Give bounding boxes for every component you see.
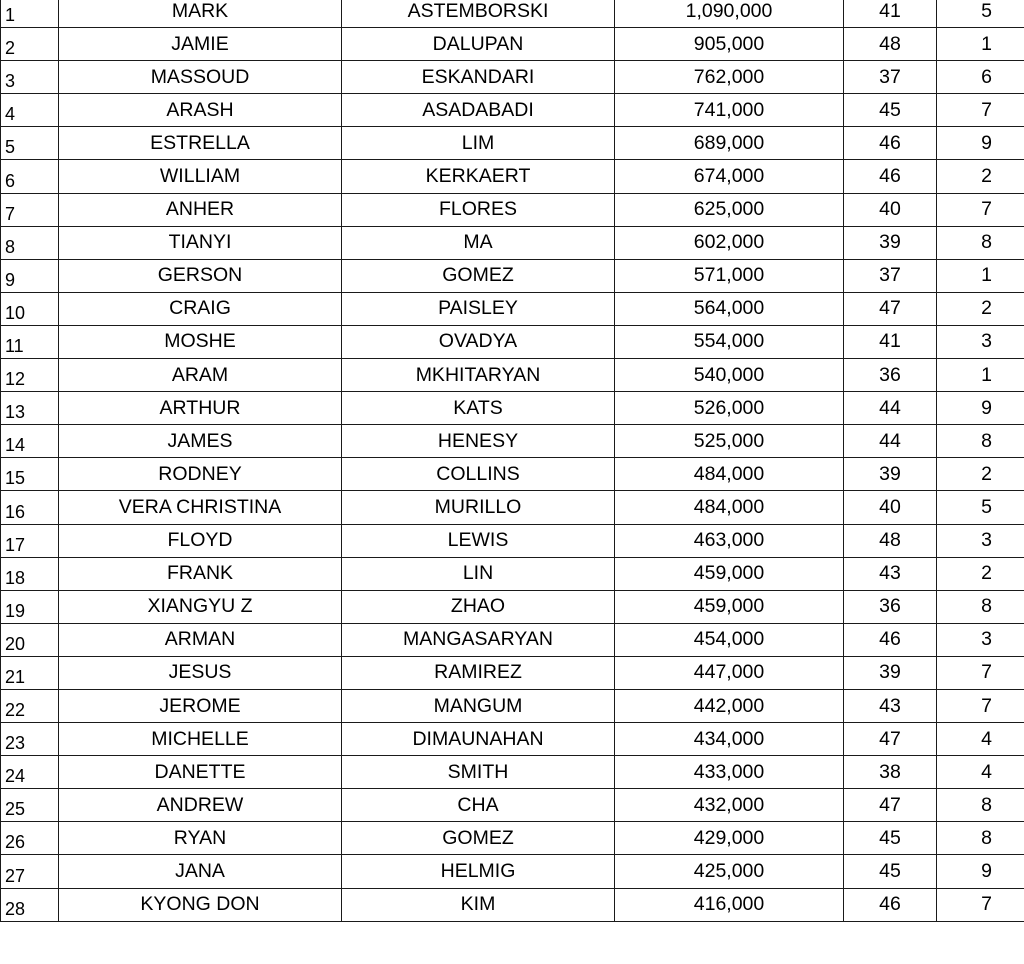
last-name-cell[interactable]: DALUPAN xyxy=(342,28,615,61)
code-cell[interactable]: 7 xyxy=(937,888,1024,921)
last-name-cell[interactable]: ZHAO xyxy=(342,590,615,623)
code-cell[interactable]: 2 xyxy=(937,458,1024,491)
last-name-cell[interactable]: MURILLO xyxy=(342,491,615,524)
amount-cell[interactable]: 459,000 xyxy=(615,590,844,623)
code-cell[interactable]: 9 xyxy=(937,392,1024,425)
age-cell[interactable]: 37 xyxy=(844,61,937,94)
code-cell[interactable]: 1 xyxy=(937,259,1024,292)
code-cell[interactable]: 8 xyxy=(937,789,1024,822)
table-row xyxy=(1,127,1024,160)
age-cell[interactable]: 37 xyxy=(844,259,937,292)
amount-cell[interactable]: 442,000 xyxy=(615,689,844,722)
code-cell[interactable]: 4 xyxy=(937,723,1024,756)
table-row xyxy=(1,28,1024,61)
age-cell[interactable]: 36 xyxy=(844,359,937,392)
age-cell[interactable]: 46 xyxy=(844,623,937,656)
last-name-cell[interactable]: KIM xyxy=(342,888,615,921)
amount-cell[interactable]: 454,000 xyxy=(615,623,844,656)
code-cell[interactable]: 9 xyxy=(937,127,1024,160)
table-row xyxy=(1,888,1024,921)
first-name-cell[interactable]: JEROME xyxy=(59,689,342,722)
first-name-cell[interactable]: MARK xyxy=(59,0,342,28)
last-name-cell[interactable]: CHA xyxy=(342,789,615,822)
amount-cell[interactable]: 525,000 xyxy=(615,425,844,458)
table-row xyxy=(1,425,1024,458)
amount-cell[interactable]: 564,000 xyxy=(615,292,844,325)
table-row xyxy=(1,94,1024,127)
code-cell[interactable]: 4 xyxy=(937,756,1024,789)
last-name-cell[interactable]: HENESY xyxy=(342,425,615,458)
first-name-cell[interactable]: ARAM xyxy=(59,359,342,392)
row-number[interactable]: 16 xyxy=(1,491,59,524)
first-name-cell[interactable]: ARTHUR xyxy=(59,392,342,425)
first-name-cell[interactable]: JAMIE xyxy=(59,28,342,61)
age-cell[interactable]: 43 xyxy=(844,557,937,590)
age-cell[interactable]: 45 xyxy=(844,94,937,127)
row-number[interactable]: 9 xyxy=(1,259,59,292)
table-row xyxy=(1,325,1024,358)
first-name-cell[interactable]: ARASH xyxy=(59,94,342,127)
age-cell[interactable]: 38 xyxy=(844,756,937,789)
first-name-cell[interactable]: CRAIG xyxy=(59,292,342,325)
first-name-cell[interactable]: ANHER xyxy=(59,193,342,226)
code-cell[interactable]: 9 xyxy=(937,855,1024,888)
row-number[interactable]: 13 xyxy=(1,392,59,425)
table-row xyxy=(1,656,1024,689)
age-cell[interactable]: 46 xyxy=(844,888,937,921)
table-row xyxy=(1,359,1024,392)
amount-cell[interactable]: 484,000 xyxy=(615,491,844,524)
amount-cell[interactable]: 689,000 xyxy=(615,127,844,160)
table-row xyxy=(1,789,1024,822)
amount-cell[interactable]: 463,000 xyxy=(615,524,844,557)
code-cell[interactable]: 5 xyxy=(937,0,1024,28)
table-row xyxy=(1,160,1024,193)
last-name-cell[interactable]: GOMEZ xyxy=(342,259,615,292)
first-name-cell[interactable]: FRANK xyxy=(59,557,342,590)
last-name-cell[interactable]: ESKANDARI xyxy=(342,61,615,94)
first-name-cell[interactable]: MASSOUD xyxy=(59,61,342,94)
first-name-cell[interactable]: VERA CHRISTINA xyxy=(59,491,342,524)
table-row xyxy=(1,61,1024,94)
code-cell[interactable]: 7 xyxy=(937,94,1024,127)
last-name-cell[interactable]: COLLINS xyxy=(342,458,615,491)
code-cell[interactable]: 8 xyxy=(937,822,1024,855)
code-cell[interactable]: 2 xyxy=(937,292,1024,325)
first-name-cell[interactable]: RYAN xyxy=(59,822,342,855)
last-name-cell[interactable]: FLORES xyxy=(342,193,615,226)
table-row xyxy=(1,822,1024,855)
last-name-cell[interactable]: OVADYA xyxy=(342,325,615,358)
last-name-cell[interactable]: MANGUM xyxy=(342,689,615,722)
row-number[interactable]: 10 xyxy=(1,292,59,325)
first-name-cell[interactable]: JAMES xyxy=(59,425,342,458)
age-cell[interactable]: 39 xyxy=(844,458,937,491)
row-number[interactable]: 26 xyxy=(1,822,59,855)
amount-cell[interactable]: 625,000 xyxy=(615,193,844,226)
age-cell[interactable]: 41 xyxy=(844,325,937,358)
row-number[interactable]: 8 xyxy=(1,226,59,259)
amount-cell[interactable]: 762,000 xyxy=(615,61,844,94)
first-name-cell[interactable]: MOSHE xyxy=(59,325,342,358)
age-cell[interactable]: 47 xyxy=(844,723,937,756)
amount-cell[interactable]: 434,000 xyxy=(615,723,844,756)
last-name-cell[interactable]: PAISLEY xyxy=(342,292,615,325)
last-name-cell[interactable]: MA xyxy=(342,226,615,259)
last-name-cell[interactable]: KATS xyxy=(342,392,615,425)
last-name-cell[interactable]: SMITH xyxy=(342,756,615,789)
row-number[interactable]: 2 xyxy=(1,28,59,61)
age-cell[interactable]: 47 xyxy=(844,292,937,325)
row-number[interactable]: 6 xyxy=(1,160,59,193)
amount-cell[interactable]: 459,000 xyxy=(615,557,844,590)
last-name-cell[interactable]: LEWIS xyxy=(342,524,615,557)
code-cell[interactable]: 1 xyxy=(937,28,1024,61)
age-cell[interactable]: 39 xyxy=(844,656,937,689)
amount-cell[interactable]: 1,090,000 xyxy=(615,0,844,28)
first-name-cell[interactable]: JANA xyxy=(59,855,342,888)
code-cell[interactable]: 3 xyxy=(937,325,1024,358)
row-number[interactable]: 5 xyxy=(1,127,59,160)
age-cell[interactable]: 45 xyxy=(844,822,937,855)
age-cell[interactable]: 48 xyxy=(844,524,937,557)
last-name-cell[interactable]: RAMIREZ xyxy=(342,656,615,689)
amount-cell[interactable]: 429,000 xyxy=(615,822,844,855)
row-number[interactable]: 3 xyxy=(1,61,59,94)
code-cell[interactable]: 2 xyxy=(937,160,1024,193)
table-row xyxy=(1,259,1024,292)
amount-cell[interactable]: 433,000 xyxy=(615,756,844,789)
table-row xyxy=(1,855,1024,888)
row-number[interactable]: 20 xyxy=(1,623,59,656)
code-cell[interactable]: 1 xyxy=(937,359,1024,392)
age-cell[interactable]: 46 xyxy=(844,127,937,160)
first-name-cell[interactable]: WILLIAM xyxy=(59,160,342,193)
code-cell[interactable]: 6 xyxy=(937,61,1024,94)
age-cell[interactable]: 44 xyxy=(844,392,937,425)
code-cell[interactable]: 7 xyxy=(937,193,1024,226)
row-number[interactable]: 19 xyxy=(1,590,59,623)
code-cell[interactable]: 7 xyxy=(937,689,1024,722)
age-cell[interactable]: 44 xyxy=(844,425,937,458)
row-number[interactable]: 24 xyxy=(1,756,59,789)
age-cell[interactable]: 47 xyxy=(844,789,937,822)
last-name-cell[interactable]: HELMIG xyxy=(342,855,615,888)
last-name-cell[interactable]: DIMAUNAHAN xyxy=(342,723,615,756)
amount-cell[interactable]: 484,000 xyxy=(615,458,844,491)
row-number[interactable]: 4 xyxy=(1,94,59,127)
first-name-cell[interactable]: MICHELLE xyxy=(59,723,342,756)
code-cell[interactable]: 5 xyxy=(937,491,1024,524)
row-number[interactable]: 17 xyxy=(1,524,59,557)
table-row xyxy=(1,756,1024,789)
table-row xyxy=(1,590,1024,623)
amount-cell[interactable]: 432,000 xyxy=(615,789,844,822)
row-number[interactable]: 15 xyxy=(1,458,59,491)
table-row xyxy=(1,0,1024,28)
age-cell[interactable]: 45 xyxy=(844,855,937,888)
table-row xyxy=(1,491,1024,524)
code-cell[interactable]: 7 xyxy=(937,656,1024,689)
first-name-cell[interactable]: XIANGYU Z xyxy=(59,590,342,623)
amount-cell[interactable]: 905,000 xyxy=(615,28,844,61)
amount-cell[interactable]: 741,000 xyxy=(615,94,844,127)
last-name-cell[interactable]: ASTEMBORSKI xyxy=(342,0,615,28)
row-number[interactable]: 27 xyxy=(1,855,59,888)
last-name-cell[interactable]: GOMEZ xyxy=(342,822,615,855)
table-row xyxy=(1,458,1024,491)
first-name-cell[interactable]: ESTRELLA xyxy=(59,127,342,160)
last-name-cell[interactable]: KERKAERT xyxy=(342,160,615,193)
table-row xyxy=(1,524,1024,557)
last-name-cell[interactable]: LIM xyxy=(342,127,615,160)
age-cell[interactable]: 40 xyxy=(844,491,937,524)
first-name-cell[interactable]: GERSON xyxy=(59,259,342,292)
first-name-cell[interactable]: RODNEY xyxy=(59,458,342,491)
row-number[interactable]: 28 xyxy=(1,888,59,921)
row-number[interactable]: 18 xyxy=(1,557,59,590)
table-row xyxy=(1,689,1024,722)
amount-cell[interactable]: 571,000 xyxy=(615,259,844,292)
amount-cell[interactable]: 416,000 xyxy=(615,888,844,921)
row-number[interactable]: 11 xyxy=(1,325,59,358)
row-number[interactable]: 25 xyxy=(1,789,59,822)
code-cell[interactable]: 3 xyxy=(937,623,1024,656)
amount-cell[interactable]: 447,000 xyxy=(615,656,844,689)
table-row xyxy=(1,193,1024,226)
amount-cell[interactable]: 554,000 xyxy=(615,325,844,358)
code-cell[interactable]: 3 xyxy=(937,524,1024,557)
first-name-cell[interactable]: JESUS xyxy=(59,656,342,689)
amount-cell[interactable]: 540,000 xyxy=(615,359,844,392)
row-number[interactable]: 7 xyxy=(1,193,59,226)
first-name-cell[interactable]: KYONG DON xyxy=(59,888,342,921)
age-cell[interactable]: 43 xyxy=(844,689,937,722)
first-name-cell[interactable]: ARMAN xyxy=(59,623,342,656)
amount-cell[interactable]: 674,000 xyxy=(615,160,844,193)
amount-cell[interactable]: 425,000 xyxy=(615,855,844,888)
code-cell[interactable]: 8 xyxy=(937,425,1024,458)
table-row xyxy=(1,392,1024,425)
first-name-cell[interactable]: TIANYI xyxy=(59,226,342,259)
amount-cell[interactable]: 526,000 xyxy=(615,392,844,425)
last-name-cell[interactable]: MANGASARYAN xyxy=(342,623,615,656)
grid-body xyxy=(1,0,1024,921)
table-row xyxy=(1,226,1024,259)
age-cell[interactable]: 41 xyxy=(844,0,937,28)
table-row xyxy=(1,557,1024,590)
row-number[interactable]: 14 xyxy=(1,425,59,458)
age-cell[interactable]: 36 xyxy=(844,590,937,623)
first-name-cell[interactable]: DANETTE xyxy=(59,756,342,789)
first-name-cell[interactable]: FLOYD xyxy=(59,524,342,557)
table-row xyxy=(1,623,1024,656)
code-cell[interactable]: 8 xyxy=(937,590,1024,623)
last-name-cell[interactable]: MKHITARYAN xyxy=(342,359,615,392)
code-cell[interactable]: 2 xyxy=(937,557,1024,590)
first-name-cell[interactable]: ANDREW xyxy=(59,789,342,822)
row-number[interactable]: 1 xyxy=(1,0,59,28)
amount-cell[interactable]: 602,000 xyxy=(615,226,844,259)
age-cell[interactable]: 46 xyxy=(844,160,937,193)
last-name-cell[interactable]: LIN xyxy=(342,557,615,590)
table-row xyxy=(1,723,1024,756)
row-number[interactable]: 23 xyxy=(1,723,59,756)
table-row xyxy=(1,292,1024,325)
age-cell[interactable]: 48 xyxy=(844,28,937,61)
row-number[interactable]: 21 xyxy=(1,656,59,689)
code-cell[interactable]: 8 xyxy=(937,226,1024,259)
age-cell[interactable]: 39 xyxy=(844,226,937,259)
last-name-cell[interactable]: ASADABADI xyxy=(342,94,615,127)
row-number[interactable]: 12 xyxy=(1,359,59,392)
age-cell[interactable]: 40 xyxy=(844,193,937,226)
row-number[interactable]: 22 xyxy=(1,689,59,722)
